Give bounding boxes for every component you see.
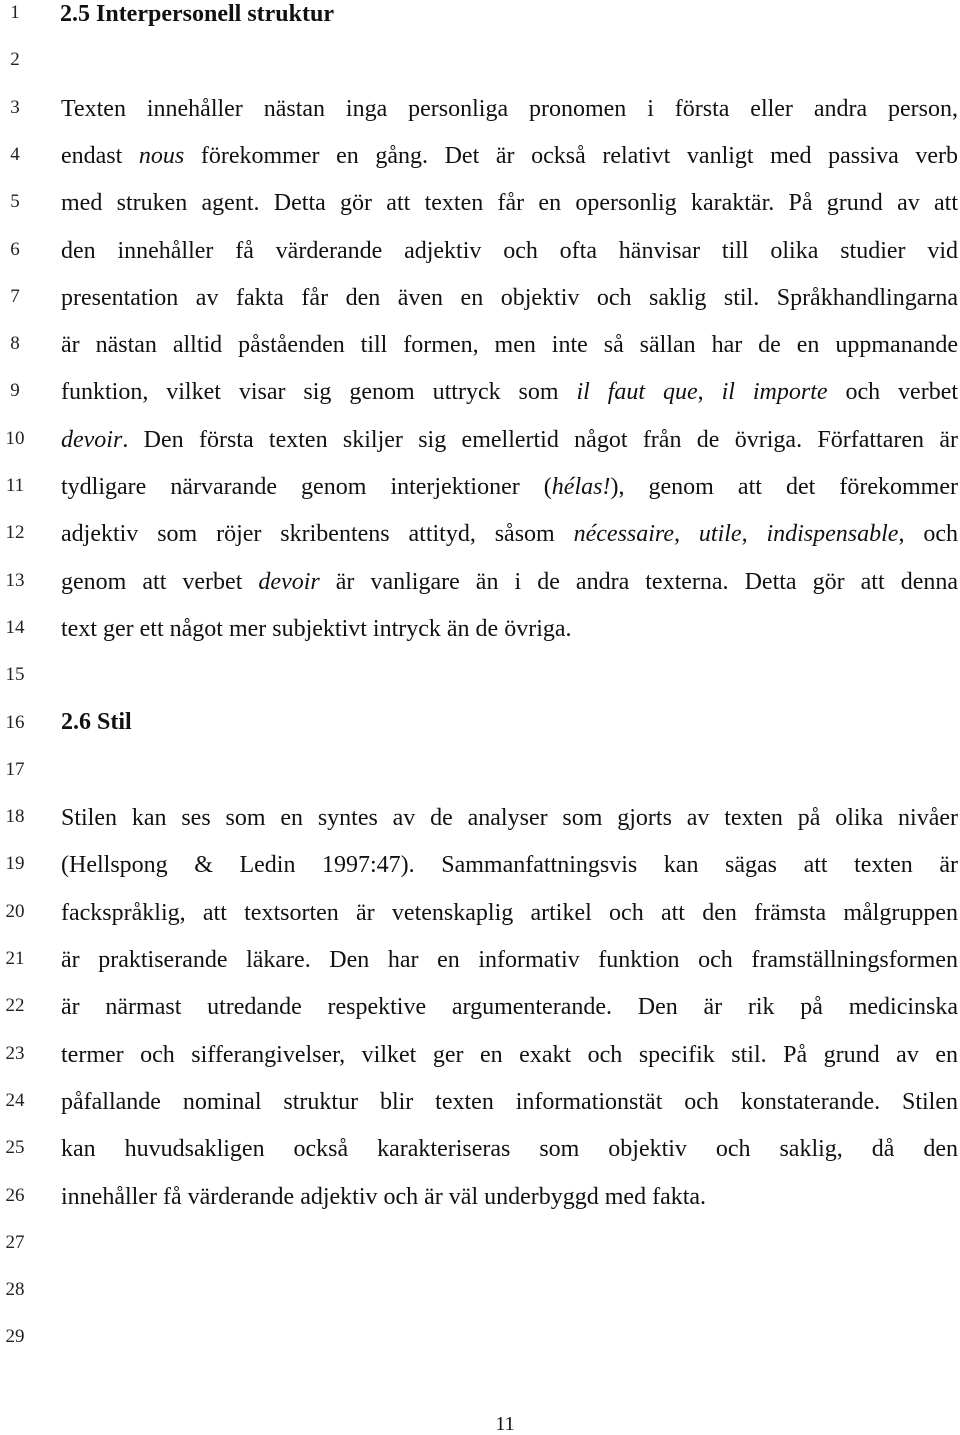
text-line [61, 237, 958, 265]
line-number: 9 [10, 380, 20, 402]
line-number: 13 [5, 569, 25, 591]
line-number: 8 [10, 333, 20, 355]
line-number: 4 [10, 143, 20, 165]
text-line [61, 615, 958, 643]
text-run: och verbet [827, 379, 959, 406]
line-number: 12 [5, 522, 25, 544]
line-number: 26 [5, 1184, 25, 1206]
line-number: 3 [10, 96, 20, 118]
text-run: adjektiv som röjer skribentens attityd, såsom [61, 521, 574, 548]
line-number: 5 [10, 191, 20, 213]
text-line [61, 804, 958, 832]
line-number: 6 [10, 238, 20, 260]
italic-term: nous [138, 142, 185, 169]
text-line [61, 331, 958, 359]
text-line [61, 95, 958, 123]
text-run: termer och sifferangivelser, vilket ger en exakt och specifik stil. På grund av en [61, 1041, 958, 1068]
text-line [61, 1135, 958, 1163]
line-number: 28 [5, 1279, 25, 1301]
text-run: Stilen kan ses som en syntes av de analyser som gjorts av texten på olika nivåer [61, 805, 958, 832]
text-run: är vanligare än i de andra texterna. Detta gör att denna [319, 568, 958, 595]
text-run: påfallande nominal struktur blir texten informationstät och konstaterande. Stilen [61, 1088, 958, 1115]
line-number: 20 [5, 900, 25, 922]
section-heading-style: 2.6 Stil [61, 709, 132, 735]
line-number: 11 [5, 475, 25, 496]
line-number: 27 [5, 1231, 25, 1253]
text-line [61, 1183, 958, 1211]
line-number: 25 [5, 1137, 25, 1159]
line-number: 22 [5, 995, 25, 1017]
text-run: den innehåller få värderande adjektiv och ofta hänvisar till olika studier vid [61, 237, 958, 264]
text-line [61, 1088, 958, 1116]
line-number: 2 [10, 49, 20, 71]
line-number: 29 [5, 1326, 25, 1348]
page-number: 11 [495, 1413, 515, 1435]
text-run: genom att verbet [61, 568, 259, 595]
line-number: 24 [5, 1089, 25, 1111]
text-run: endast [61, 142, 139, 169]
text-line [61, 520, 958, 548]
line-number-gutter [0, 0, 40, 1434]
text-line [61, 426, 958, 454]
line-number: 21 [5, 948, 25, 969]
text-run: ), genom att det förekommer [610, 474, 958, 500]
text-run: text ger ett något mer subjektivt intryck än de övriga. [61, 615, 572, 642]
text-line [61, 568, 958, 596]
line-number: 15 [5, 664, 25, 686]
line-number: 18 [5, 806, 25, 828]
line-number: 23 [5, 1042, 25, 1064]
text-line [61, 899, 958, 927]
text-run: med struken agent. Detta gör att texten får en opersonlig karaktär. På grund av att [61, 190, 958, 217]
italic-term: hélas! [551, 474, 611, 500]
italic-term: devoir [258, 568, 320, 595]
italic-term: devoir [61, 426, 123, 453]
text-run: fackspråklig, att textsorten är vetenskaplig artikel och att den främsta målgruppen [61, 899, 958, 926]
line-number: 1 [10, 2, 20, 23]
text-run: Texten innehåller nästan inga personliga pronomen i första eller andra person, [61, 95, 958, 122]
line-number: 10 [5, 427, 25, 449]
text-line [61, 851, 958, 879]
line-number: 19 [5, 853, 25, 875]
text-line [61, 378, 958, 406]
section-heading-interpersonal-structure: 2.5 Interpersonell struktur [60, 1, 334, 27]
text-run: , [697, 379, 722, 406]
text-line [61, 189, 958, 217]
italic-term: nécessaire, utile, indispensable [573, 521, 899, 548]
text-run: förekommer en gång. Det är också relativt vanligt med passiva verb [184, 142, 959, 169]
text-line [61, 473, 958, 501]
text-run: tydligare närvarande genom interjektioner ( [61, 474, 552, 500]
text-run: presentation av fakta får den även en objektiv och saklig stil. Språkhandlingarna [61, 284, 958, 311]
text-run: kan huvudsakligen också karakteriseras som objektiv och saklig, då den [61, 1136, 958, 1163]
line-number: 14 [5, 616, 25, 638]
line-number: 16 [5, 711, 25, 733]
italic-term: il faut que [576, 379, 698, 406]
text-run: är nästan alltid påståenden till formen, men inte så sällan har de en uppmanande [61, 332, 958, 359]
text-run: innehåller få värderande adjektiv och är väl underbyggd med fakta. [61, 1183, 707, 1210]
text-run: (Hellspong & Ledin 1997:47). Sammanfattningsvis kan sägas att texten är [61, 852, 958, 879]
text-line [61, 993, 958, 1021]
text-line [61, 1041, 958, 1069]
text-line [61, 142, 958, 170]
text-run: funktion, vilket visar sig genom uttryck som [61, 379, 577, 406]
text-run: är praktiserande läkare. Den har en informativ funktion och framställningsformen [61, 947, 958, 973]
text-line [61, 946, 958, 974]
line-number: 7 [10, 285, 20, 307]
text-run: , och [898, 521, 958, 548]
line-number: 17 [5, 758, 25, 780]
text-line [61, 284, 958, 312]
text-run: . Den första texten skiljer sig emellertid något från de övriga. Författaren är [122, 426, 958, 453]
text-run: är närmast utredande respektive argumenterande. Den är rik på medicinska [61, 994, 958, 1021]
italic-term: il importe [721, 379, 828, 406]
